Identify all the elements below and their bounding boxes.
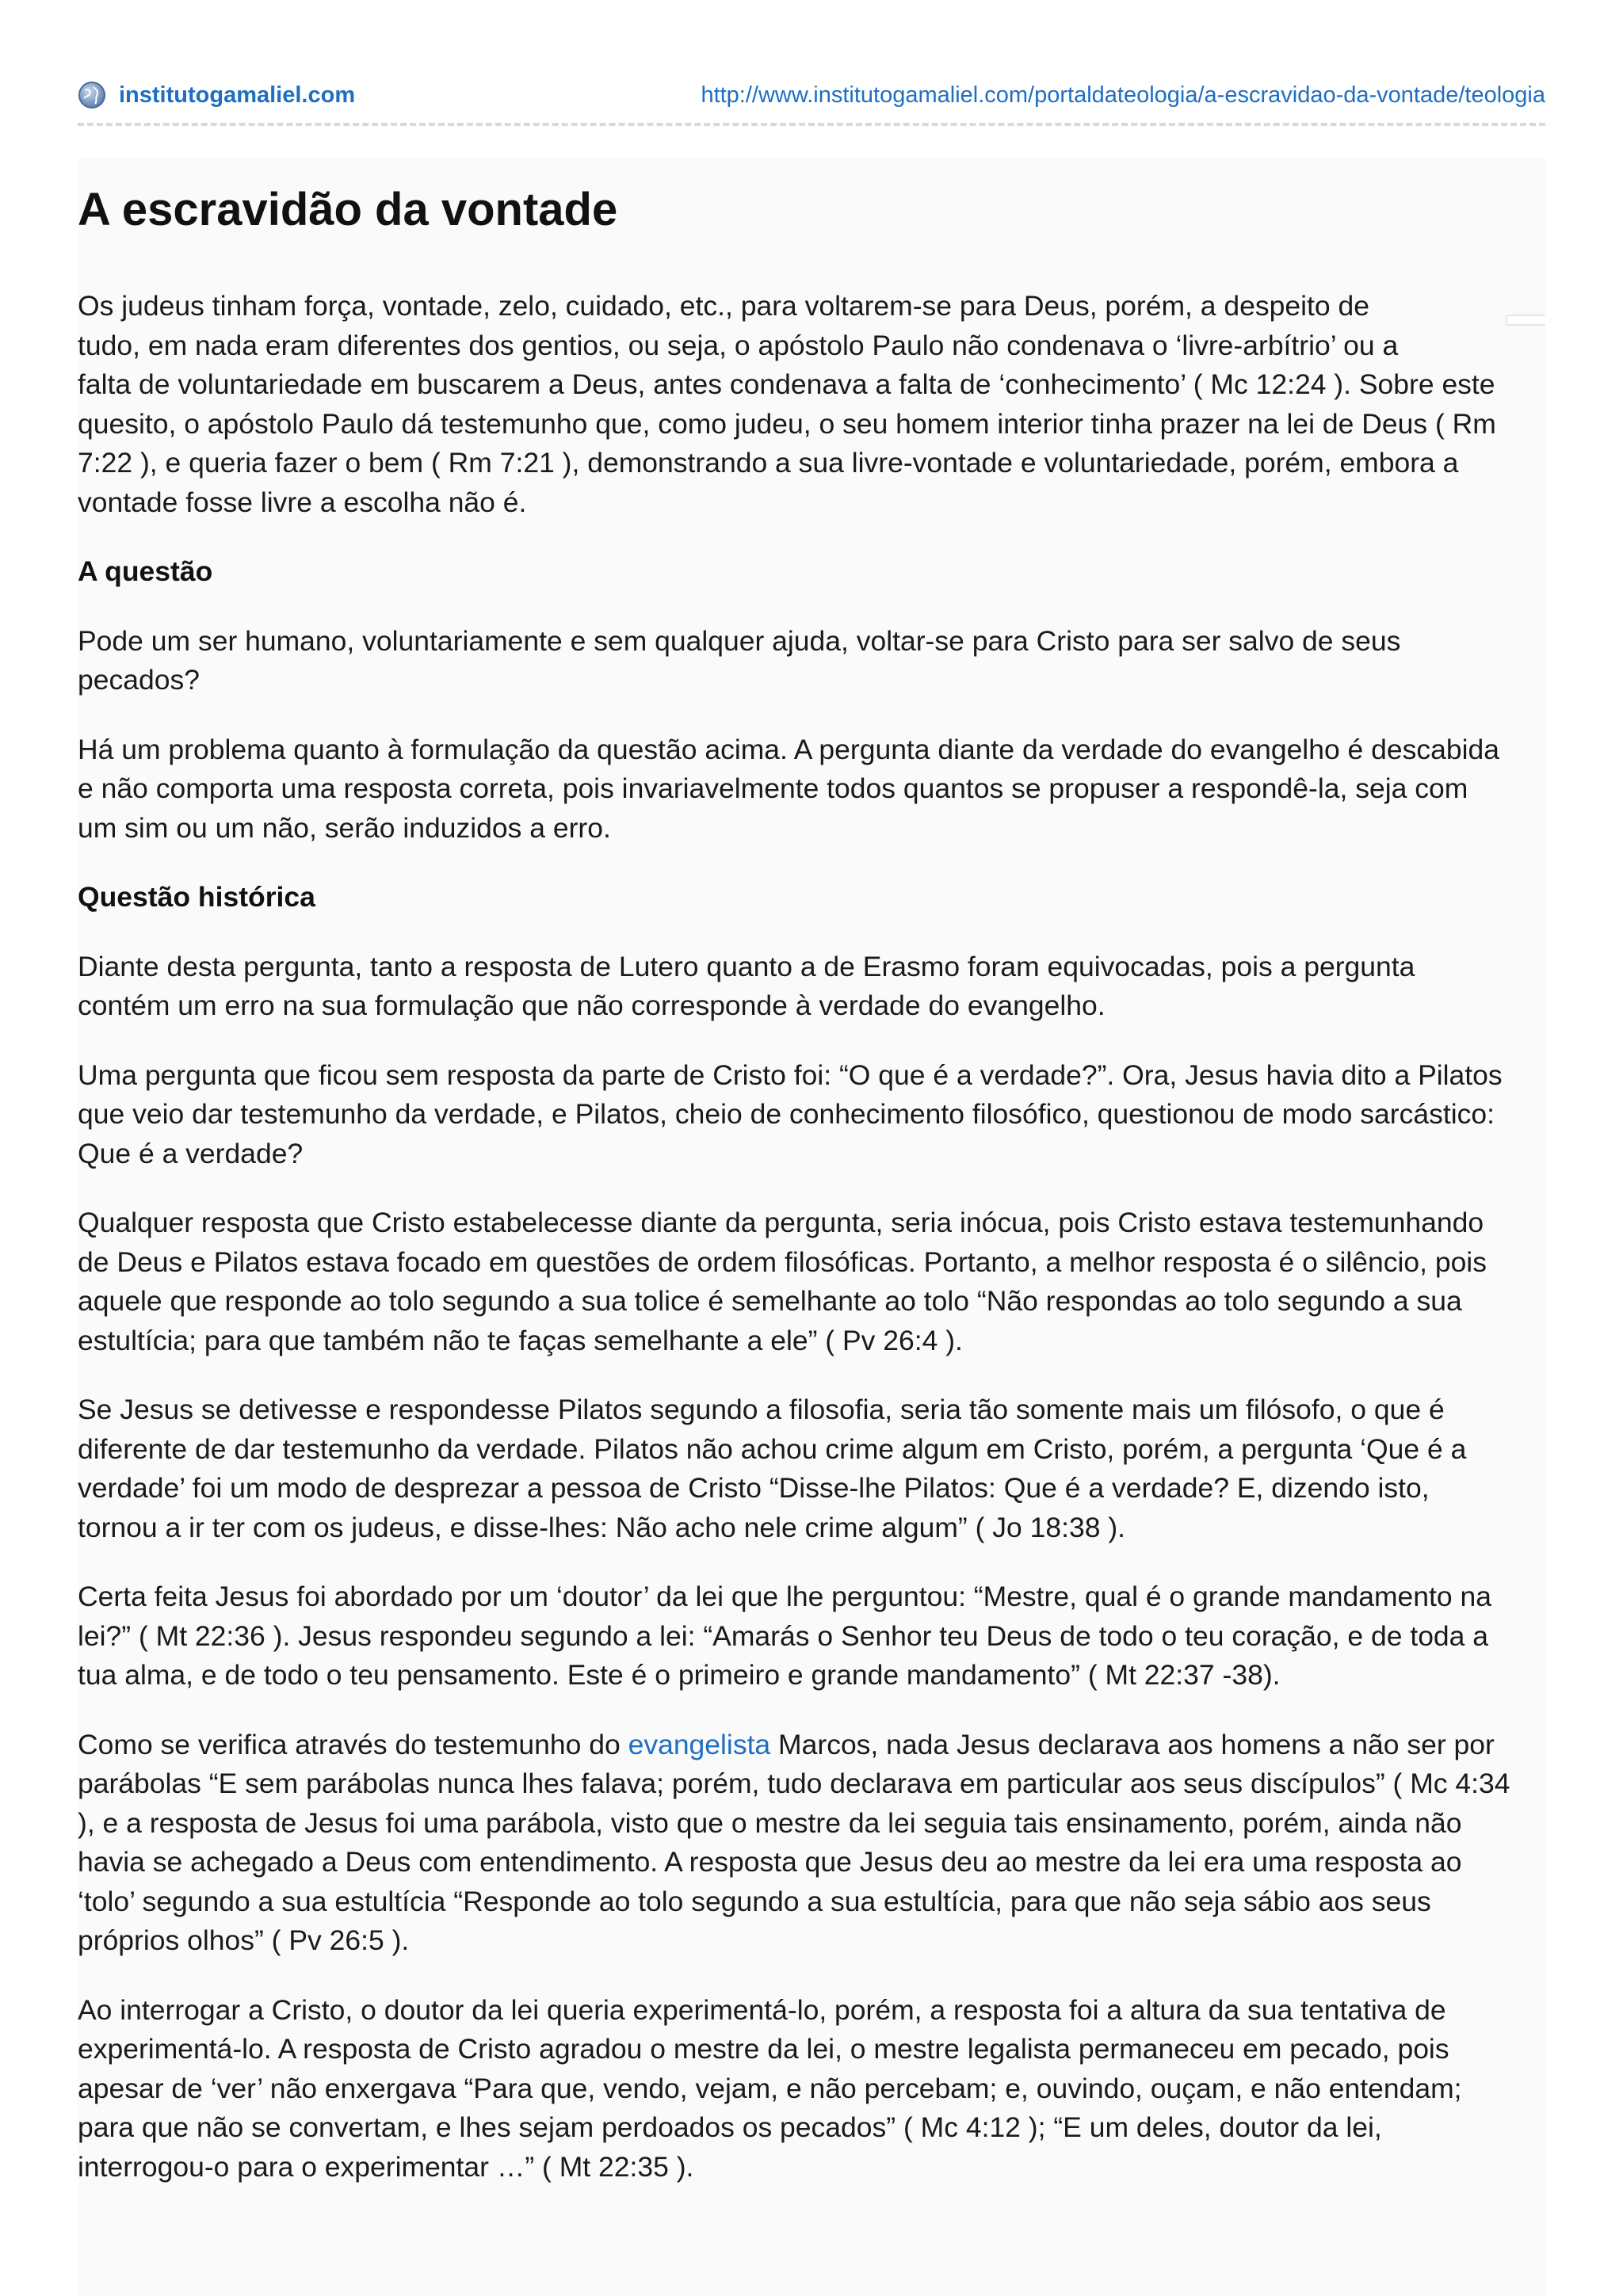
paragraph-line: quesito, o apóstolo Paulo dá testemunho que, como judeu, o seu homem interior tinha prazer na lei de Deus ( Rm: [78, 407, 1496, 440]
paragraph-line: tudo, em nada eram diferentes dos gentios, ou seja, o apóstolo Paulo não condenava o ‘livre-arbítrio’ ou a: [78, 329, 1399, 361]
paragraph-line: Uma pergunta que ficou sem resposta da parte de Cristo foi: “O que é a verdade?”. Ora, Jesus havia dito a Pilatos: [78, 1058, 1503, 1091]
paragraph-line: ), e a resposta de Jesus foi uma parábola, visto que o mestre da lei seguia tais ensinamento, porém, ainda não: [78, 1806, 1462, 1839]
paragraph-line: próprios olhos” ( Pv 26:5 ).: [78, 1924, 410, 1956]
paragraph-line: de Deus e Pilatos estava focado em questões de ordem filosóficas. Portanto, a melhor resposta é o silêncio, pois: [78, 1245, 1487, 1278]
globe-icon: [78, 81, 106, 109]
paragraph-line: verdade’ foi um modo de desprezar a pessoa de Cristo “Disse-lhe Pilatos: Que é a verdade? E, dizendo isto,: [78, 1472, 1430, 1504]
paragraph-4: [78, 948, 1545, 1026]
paragraph-line: Ao interrogar a Cristo, o doutor da lei queria experimentá-lo, porém, a resposta foi a altura da sua tentativa de: [78, 1993, 1446, 2026]
paragraph-line: falta de voluntariedade em buscarem a Deus, antes condenava a falta de ‘conhecimento’ ( Mc 12:24 ). Sobre este: [78, 368, 1495, 400]
paragraph-line: Se Jesus se detivesse e respondesse Pilatos segundo a filosofia, seria tão somente mais um filósofo, o que é: [78, 1394, 1445, 1425]
paragraph-line: tornou a ir ter com os judeus, e disse-lhes: Não acho nele crime algum” ( Jo 18:38 ).: [78, 1511, 1126, 1543]
paragraph-10: [78, 1991, 1545, 2187]
paragraph-line: parábolas “E sem parábolas nunca lhes falava; porém, tudo declarava em particular aos seus discípulos” ( Mc 4:34: [78, 1768, 1510, 1799]
paragraph-line: aquele que responde ao tolo segundo a sua tolice é semelhante ao tolo “Não respondas ao tolo segundo a sua: [78, 1285, 1462, 1317]
paragraph-line: e não comporta uma resposta correta, pois invariavelmente todos quantos se propuser a respondê-la, seja com: [78, 772, 1468, 804]
paragraph-line: para que não se convertam, e lhes sejam perdoados os pecados” ( Mc 4:12 ); “E um deles, doutor da lei,: [78, 2111, 1382, 2143]
paragraph-line: Diante desta pergunta, tanto a resposta de Lutero quanto a de Erasmo foram equivocadas, pois a pergunta: [78, 950, 1415, 982]
paragraph-line: ‘tolo’ segundo a sua estultícia “Responde ao tolo segundo a sua estultícia, para que não seja sábio aos seus: [78, 1885, 1431, 1917]
paragraph-line: estultícia; para que também não te faças semelhante a ele” ( Pv 26:4 ).: [78, 1324, 963, 1356]
paragraph-text: Marcos, nada Jesus declarava aos homens a não ser por: [770, 1728, 1495, 1760]
paragraph-3: [78, 730, 1545, 849]
paragraph-9: [78, 1726, 1545, 1961]
paragraph-5: [78, 1056, 1545, 1174]
site-identity: [78, 81, 355, 109]
paragraph-line: apesar de ‘ver’ não enxergava “Para que, vendo, vejam, e não percebam; e, ouvindo, ouçam, e não entendam;: [78, 2072, 1462, 2104]
article-content: [78, 158, 1545, 2296]
paragraph-line: que veio dar testemunho da verdade, e Pilatos, cheio de conhecimento filosófico, questionou de modo sarcástico:: [78, 1098, 1495, 1130]
paragraph-line: lei?” ( Mt 22:36 ). Jesus respondeu segundo a lei: “Amarás o Senhor teu Deus de todo o teu coração, e de toda a: [78, 1619, 1489, 1652]
paragraph-line: diferente de dar testemunho da verdade. Pilatos não achou crime algum em Cristo, porém, a pergunta ‘Que é a: [78, 1432, 1467, 1465]
paragraph-line: pecados?: [78, 664, 200, 696]
paragraph-line: Qualquer resposta que Cristo estabelecesse diante da pergunta, seria inócua, pois Cristo estava testemunhando: [78, 1207, 1484, 1238]
paragraph-line: contém um erro na sua formulação que não corresponde à verdade do evangelho.: [78, 990, 1106, 1021]
heading-questao-historica: Questão histórica: [78, 881, 315, 913]
paragraph-6: [78, 1203, 1545, 1360]
paragraph-8: [78, 1577, 1545, 1695]
paragraph-line: havia se achegado a Deus com entendimento. A resposta que Jesus deu ao mestre da lei era uma resposta ao: [78, 1846, 1462, 1878]
paragraph-line: Que é a verdade?: [78, 1137, 304, 1169]
paragraph-line: Há um problema quanto à formulação da questão acima. A pergunta diante da verdade do evangelho é descabida: [78, 733, 1499, 765]
article-body: [78, 287, 1545, 2217]
paragraph-2: [78, 622, 1545, 700]
page-header: [78, 74, 1545, 116]
heading-a-questao: A questão: [78, 555, 213, 587]
paragraph-line: um sim ou um não, serão induzidos a erro.: [78, 811, 611, 844]
article-title: A escravidão da vontade: [78, 184, 618, 235]
paragraph-line: Os judeus tinham força, vontade, zelo, cuidado, etc., para voltarem-se para Deus, porém, a despeito de: [78, 290, 1369, 322]
paragraph-line: 7:22 ), e queria fazer o bem ( Rm 7:21 ), demonstrando a sua livre-vontade e voluntariedade, porém, embora a: [78, 447, 1459, 479]
paragraph-line: vontade fosse livre a escolha não é.: [78, 486, 527, 518]
paragraph-line: [78, 1726, 1545, 1765]
paragraph-line: experimentá-lo. A resposta de Cristo agradou o mestre da lei, o mestre legalista permaneceu em pecado, pois: [78, 2033, 1449, 2065]
site-name-link[interactable]: institutogamaliel.com: [119, 82, 356, 108]
paragraph-line: tua alma, e de todo o teu pensamento. Este é o primeiro e grande mandamento” ( Mt 22:37 -38).: [78, 1659, 1281, 1691]
header-divider: [78, 123, 1545, 126]
page-url-link[interactable]: http://www.institutogamaliel.com/portaldateologia/a-escravidao-da-vontade/teologia: [701, 82, 1545, 108]
paragraph-line: interrogou-o para o experimentar …” ( Mt 22:35 ).: [78, 2150, 694, 2183]
paragraph-text: Como se verifica através do testemunho do: [78, 1728, 628, 1760]
paragraph-line: Pode um ser humano, voluntariamente e sem qualquer ajuda, voltar-se para Cristo para ser salvo de seus: [78, 624, 1401, 657]
evangelista-link[interactable]: evangelista: [628, 1728, 771, 1760]
paragraph-1: [78, 287, 1545, 522]
paragraph-7: [78, 1390, 1545, 1547]
paragraph-line: Certa feita Jesus foi abordado por um ‘doutor’ da lei que lhe perguntou: “Mestre, qual é o grande mandamento na: [78, 1581, 1491, 1612]
